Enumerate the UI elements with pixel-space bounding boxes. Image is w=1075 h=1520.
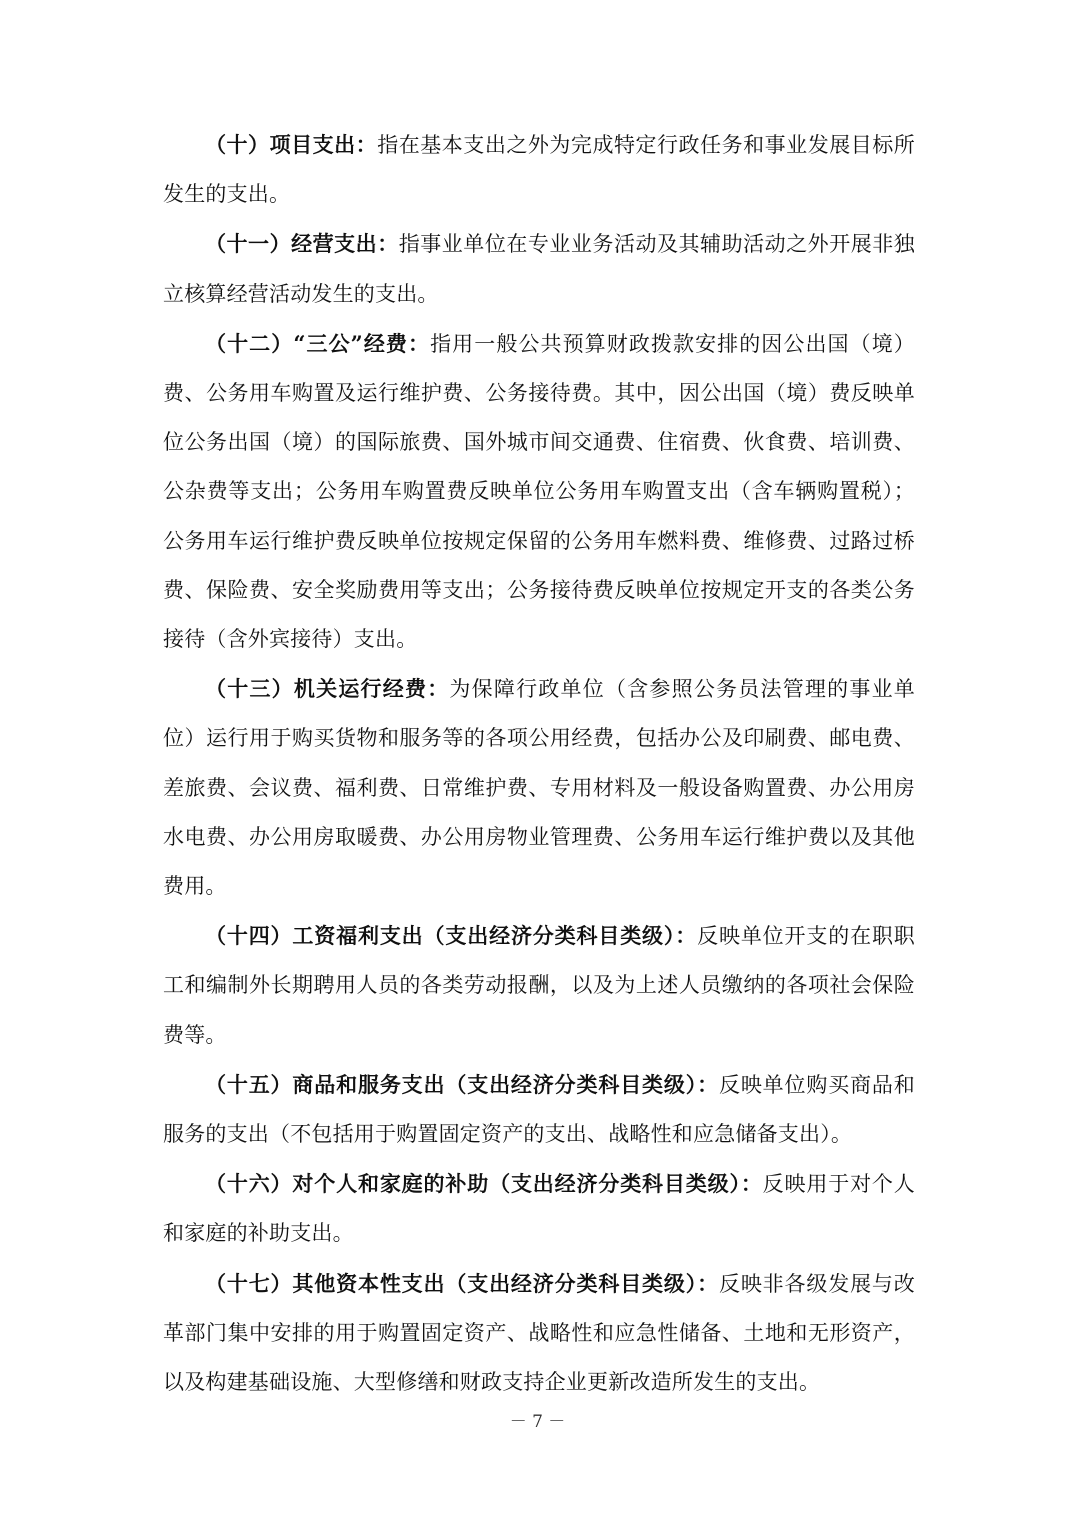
document-body (163, 120, 915, 1407)
term-heading: （十三）机关运行经费： (205, 676, 450, 702)
term-heading: （十六）对个人和家庭的补助（支出经济分类科目类级）： (205, 1171, 763, 1197)
term-definition: 指在基本支出之外为完成特定行政任务和事业发展目标所发生的支出。 (163, 133, 915, 207)
term-heading: （十四）工资福利支出（支出经济分类科目类级）： (205, 923, 698, 949)
term-heading: （十）项目支出： (205, 132, 378, 157)
term-definition: 为保障行政单位（含参照公务员法管理的事业单位）运行用于购买货物和服务等的各项公用经费，包括办公及印刷费、邮电费、差旅费、会议费、福利费、日常维护费、专用材料及一般设备购置费、办公用房水电费、办公用房取暖费、办公用房物业管理费、公务用车运行维护费以及其他费用。 (163, 677, 916, 899)
paragraph-16 (163, 1159, 915, 1258)
term-definition: 反映单位购买商品和服务的支出（不包括用于购置固定资产的支出、战略性和应急储备支出）。 (163, 1072, 915, 1147)
term-heading: （十一）经营支出： (205, 231, 399, 257)
paragraph-12 (163, 319, 915, 664)
paragraph-10 (163, 120, 915, 219)
paragraph-14 (163, 911, 915, 1060)
term-heading: （十二）“三公”经费： (205, 330, 431, 356)
paragraph-13 (163, 664, 915, 911)
term-definition: 反映非各级发展与改革部门集中安排的用于购置固定资产、战略性和应急性储备、土地和无形资产，以及构建基础设施、大型修缮和财政支持企业更新改造所发生的支出。 (163, 1271, 915, 1395)
term-heading: （十五）商品和服务支出（支出经济分类科目类级）： (205, 1071, 719, 1097)
term-definition: 指事业单位在专业业务活动及其辅助活动之外开展非独立核算经营活动发生的支出。 (163, 232, 915, 306)
term-definition: 指用一般公共预算财政拨款安排的因公出国（境）费、公务用车购置及运行维护费、公务接待费。其中，因公出国（境）费反映单位公务出国（境）的国际旅费、国外城市间交通费、住宿费、伙食费、培训费、公杂费等支出；公务用车购置费反映单位公务用车购置支出（含车辆购置税）；公务用车运行维护费反映单位按规定保留的公务用车燃料费、维修费、过路过桥费、保险费、安全奖励费用等支出；公务接待费反映单位按规定开支的各类公务接待（含外宾接待）支出。 (163, 331, 916, 652)
page-number: － 7 － (509, 1412, 566, 1432)
term-heading: （十七）其他资本性支出（支出经济分类科目类级）： (205, 1270, 719, 1296)
term-definition: 反映单位开支的在职职工和编制外长期聘用人员的各类劳动报酬，以及为上述人员缴纳的各项社会保险费等。 (163, 924, 915, 1047)
paragraph-17 (163, 1259, 915, 1408)
paragraph-11 (163, 219, 915, 318)
term-definition: 反映用于对个人和家庭的补助支出。 (163, 1172, 915, 1246)
paragraph-15 (163, 1060, 915, 1159)
